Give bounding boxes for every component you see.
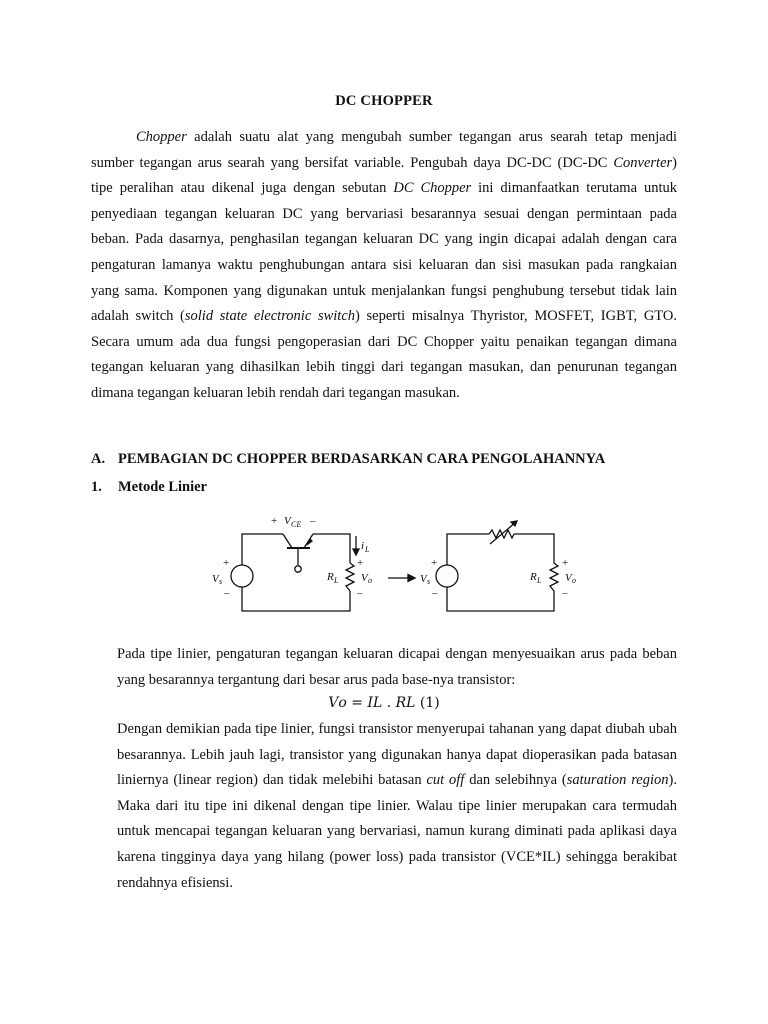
term-switch: solid state electronic switch bbox=[184, 308, 356, 325]
svg-text:+: + bbox=[357, 557, 364, 569]
term-chopper: Chopper bbox=[136, 129, 187, 145]
equivalence-arrow-icon bbox=[388, 575, 415, 582]
svg-text:CE: CE bbox=[291, 520, 302, 529]
voltage-source-right bbox=[436, 565, 458, 587]
transistor-icon bbox=[283, 534, 313, 572]
voltage-source-left bbox=[231, 565, 253, 587]
term-cutoff: cut off bbox=[426, 772, 465, 789]
right-circuit bbox=[436, 521, 558, 611]
svg-text:s: s bbox=[219, 577, 223, 586]
formula-vo: 𝑉𝑜 = 𝐼𝐿 . 𝑅𝐿 (1) bbox=[328, 695, 440, 711]
svg-text:V: V bbox=[565, 572, 572, 584]
svg-text:o: o bbox=[572, 576, 576, 585]
term-saturation: saturation region bbox=[566, 772, 669, 789]
svg-text:+: + bbox=[562, 557, 569, 569]
term-converter: Converter bbox=[613, 154, 673, 171]
svg-text:–: – bbox=[357, 587, 363, 599]
svg-text:s: s bbox=[427, 577, 431, 586]
svg-text:+: + bbox=[223, 557, 230, 569]
svg-text:L: L bbox=[365, 545, 370, 554]
svg-text:R: R bbox=[327, 571, 334, 583]
resistor-rl-right bbox=[550, 563, 558, 591]
svg-text:+: + bbox=[431, 557, 438, 569]
svg-text:V: V bbox=[361, 572, 368, 584]
svg-text:i: i bbox=[361, 540, 365, 552]
linier-paragraph-2: Dengan demikian pada tipe linier, fungsi transistor menyerupai tahanan yang dapat diubah ubah besarannya. Lebih jauh lagi, transistor yang digunakan hanya dapat dioperasikan pada batasan liniernya (linear region) dan tidak melebihi batasan cut off dan selebihnya (saturation region). Maka dari itu tipe ini dikenal dengan tipe linier. Walau tipe linier merupakan cara termudah untuk mencapai tegangan keluaran yang bervariasi, namun kurang diminati pada aplikasi daya karena tingginya daya yang hilang (power loss) pada transistor (VCE*IL) sehingga berakibat rendahnya efisiensi. bbox=[117, 721, 677, 891]
svg-text:L: L bbox=[334, 576, 339, 585]
section-1-heading: 1. Metode Linier bbox=[91, 479, 207, 495]
svg-text:–: – bbox=[562, 587, 568, 599]
svg-text:o: o bbox=[368, 576, 372, 585]
page-title: DC CHOPPER bbox=[335, 93, 433, 109]
svg-text:R: R bbox=[530, 571, 537, 583]
resistor-rl-left bbox=[346, 563, 354, 591]
svg-text:V: V bbox=[284, 515, 291, 527]
svg-text:V: V bbox=[212, 573, 219, 585]
left-circuit bbox=[231, 534, 359, 611]
svg-text:+: + bbox=[271, 515, 278, 527]
svg-text:–: – bbox=[224, 587, 230, 599]
linear-chopper-circuit-diagram bbox=[200, 508, 590, 618]
linier-paragraph-1: Pada tipe linier, pengaturan tegangan keluaran dicapai dengan menyesuaikan arus pada beban yang besarannya tergantung dari besar arus pada base-nya transistor: bbox=[117, 646, 677, 688]
svg-text:L: L bbox=[537, 576, 542, 585]
term-dc-chopper: DC Chopper bbox=[393, 180, 472, 197]
section-a-heading: A. PEMBAGIAN DC CHOPPER BERDASARKAN CARA PENGOLAHANNYA bbox=[91, 451, 606, 467]
svg-text:V: V bbox=[420, 573, 427, 585]
svg-text:–: – bbox=[432, 587, 438, 599]
svg-text:–: – bbox=[310, 515, 316, 527]
intro-paragraph: Chopper adalah suatu alat yang mengubah sumber tegangan arus searah tetap menjadi sumber tegangan arus searah yang bersifat variable. Pengubah daya DC-DC (DC-DC Converter) tipe peralihan atau dikenal juga dengan sebutan DC Chopper ini dimanfaatkan terutama untuk penyediaan tegangan keluaran DC yang bervariasi besarannya sesuai dengan permintaan pada beban. Pada dasarnya, penghasilan tegangan keluaran DC yang ingin dicapai adalah dengan cara pengaturan lamanya waktu penghubungan antara sisi keluaran dan sisi masukan pada rangkaian yang sama. Komponen yang digunakan untuk menjalankan fungsi penghubung tersebut tidak lain adalah switch (solid state electronic switch) seperti misalnya Thyristor, MOSFET, IGBT, GTO. Secara umum ada dua fungsi pengoperasian dari DC Chopper yaitu penaikan tegangan dimana tegangan keluaran yang dihasilkan lebih tinggi dari tegangan masukan, dan penurunan tegangan dimana tegangan keluaran lebih rendah dari tegangan masukan. bbox=[91, 129, 678, 401]
